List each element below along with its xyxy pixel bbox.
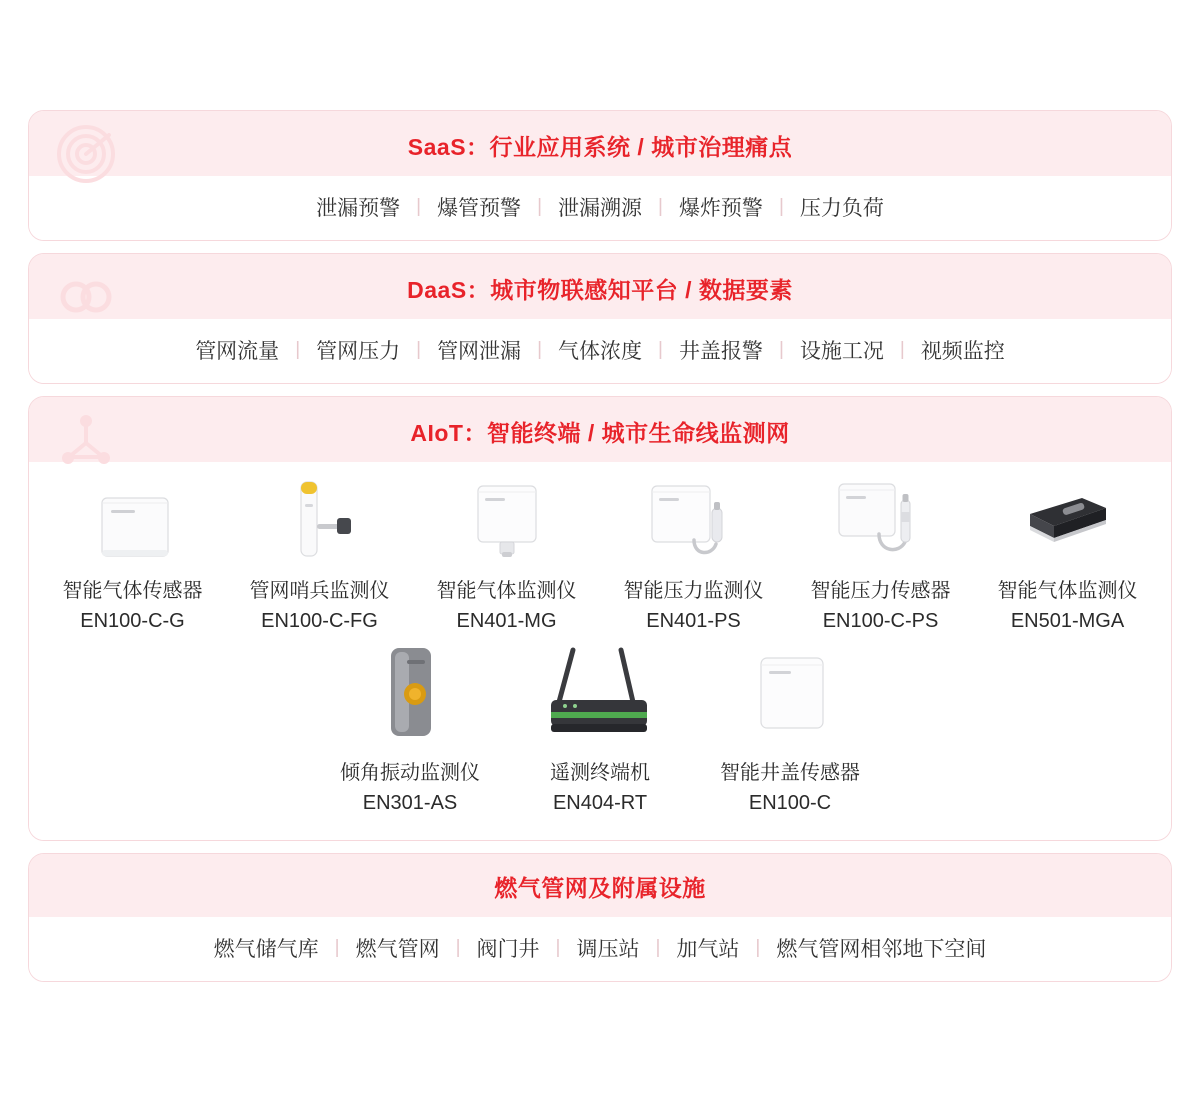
rtu-router-icon	[505, 654, 695, 750]
bottom-title	[29, 854, 1171, 917]
product-item	[505, 654, 695, 818]
product-name: 智能气体传感器	[62, 580, 203, 602]
separator: |	[755, 937, 761, 958]
product-item	[413, 472, 600, 636]
saas-layer-card	[28, 110, 1172, 241]
pressure-sensor-box-icon	[787, 472, 974, 568]
product-item	[226, 472, 413, 636]
gas-pipeline-facilities-card	[28, 853, 1172, 982]
saas-body	[29, 176, 1171, 240]
product-name: 智能气体监测仪	[997, 580, 1138, 602]
product-name: 智能压力传感器	[810, 580, 951, 602]
pressure-monitor-box-icon	[600, 472, 787, 568]
saas-tag: 爆管预警	[437, 197, 522, 220]
separator: |	[658, 196, 663, 217]
product-name: 智能井盖传感器	[720, 762, 860, 784]
bottom-tag: 燃气管网相邻地下空间	[776, 938, 987, 961]
separator: |	[537, 196, 542, 217]
daas-title	[29, 254, 1171, 319]
product-name: 管网哨兵监测仪	[249, 580, 390, 602]
product-item	[39, 472, 226, 636]
separator: |	[537, 339, 542, 360]
daas-tag: 井盖报警	[678, 340, 763, 363]
saas-tag: 爆炸预警	[678, 197, 763, 220]
daas-tag: 管网泄漏	[437, 340, 522, 363]
product-model: EN501-MGA	[1010, 610, 1125, 632]
daas-tag: 设施工况	[799, 340, 884, 363]
product-model: EN100-C-PS	[822, 610, 939, 632]
bottom-tag-row	[29, 933, 1171, 963]
bottom-tag: 阀门井	[476, 938, 540, 961]
separator: |	[416, 339, 422, 360]
product-item	[695, 654, 885, 818]
product-item	[974, 472, 1161, 636]
bottom-tag: 加气站	[676, 938, 740, 961]
separator: |	[334, 937, 340, 958]
pipeline-sentinel-probe-icon	[226, 472, 413, 568]
manhole-sensor-box-icon	[695, 654, 885, 750]
product-model: EN301-AS	[362, 792, 458, 814]
product-model: EN100-C-G	[80, 610, 185, 632]
daas-tag: 视频监控	[920, 340, 1005, 363]
bottom-title-text: 燃气管网及附属设施	[494, 875, 706, 901]
product-name: 智能压力监测仪	[623, 580, 764, 602]
gas-monitor-dark-box-icon	[974, 472, 1161, 568]
product-item	[600, 472, 787, 636]
bottom-body	[29, 917, 1171, 981]
tilt-vibration-monitor-icon	[315, 654, 505, 750]
product-model: EN100-C-FG	[261, 610, 378, 632]
product-model: EN404-RT	[552, 792, 648, 814]
aiot-product-row-2	[39, 654, 1161, 818]
aiot-layer-card	[28, 396, 1172, 841]
daas-tag-row	[29, 335, 1171, 365]
daas-layer-card	[28, 253, 1172, 384]
separator: |	[295, 339, 301, 360]
product-model: EN100-C	[748, 792, 832, 814]
separator: |	[416, 196, 422, 217]
product-model: EN401-MG	[456, 610, 557, 632]
product-name: 倾角振动监测仪	[340, 762, 480, 784]
saas-title	[29, 111, 1171, 176]
product-name: 智能气体监测仪	[436, 580, 577, 602]
aiot-body	[29, 462, 1171, 840]
separator: |	[899, 339, 905, 360]
daas-body	[29, 319, 1171, 383]
bottom-tag: 燃气储气库	[213, 938, 319, 961]
bottom-tag: 燃气管网	[355, 938, 440, 961]
product-item	[787, 472, 974, 636]
product-model: EN401-PS	[646, 610, 741, 632]
separator: |	[455, 937, 461, 958]
bottom-tag: 调压站	[576, 938, 640, 961]
separator: |	[778, 196, 784, 217]
saas-title-text: 行业应用系统 / 城市治理痛点	[489, 134, 793, 160]
product-item	[315, 654, 505, 818]
saas-tag: 压力负荷	[799, 197, 884, 220]
separator: |	[658, 339, 663, 360]
saas-title-prefix: SaaS：	[407, 134, 490, 160]
aiot-title-text: 智能终端 / 城市生命线监测网	[486, 420, 790, 446]
product-name: 遥测终端机	[550, 762, 650, 784]
separator: |	[555, 937, 561, 958]
gas-monitor-box-icon	[413, 472, 600, 568]
aiot-product-row-1	[39, 472, 1161, 636]
daas-tag: 气体浓度	[558, 340, 642, 363]
daas-tag: 管网压力	[316, 340, 401, 363]
gas-sensor-white-box-icon	[39, 472, 226, 568]
aiot-title-prefix: AIoT：	[410, 420, 487, 446]
separator: |	[778, 339, 784, 360]
saas-tag-row	[29, 192, 1171, 222]
aiot-title	[29, 397, 1171, 462]
daas-tag: 管网流量	[195, 340, 280, 363]
daas-title-text: 城市物联感知平台 / 数据要素	[490, 277, 793, 303]
separator: |	[655, 937, 661, 958]
saas-tag: 泄漏溯源	[558, 197, 642, 220]
saas-tag: 泄漏预警	[316, 197, 401, 220]
daas-title-prefix: DaaS：	[407, 277, 491, 303]
